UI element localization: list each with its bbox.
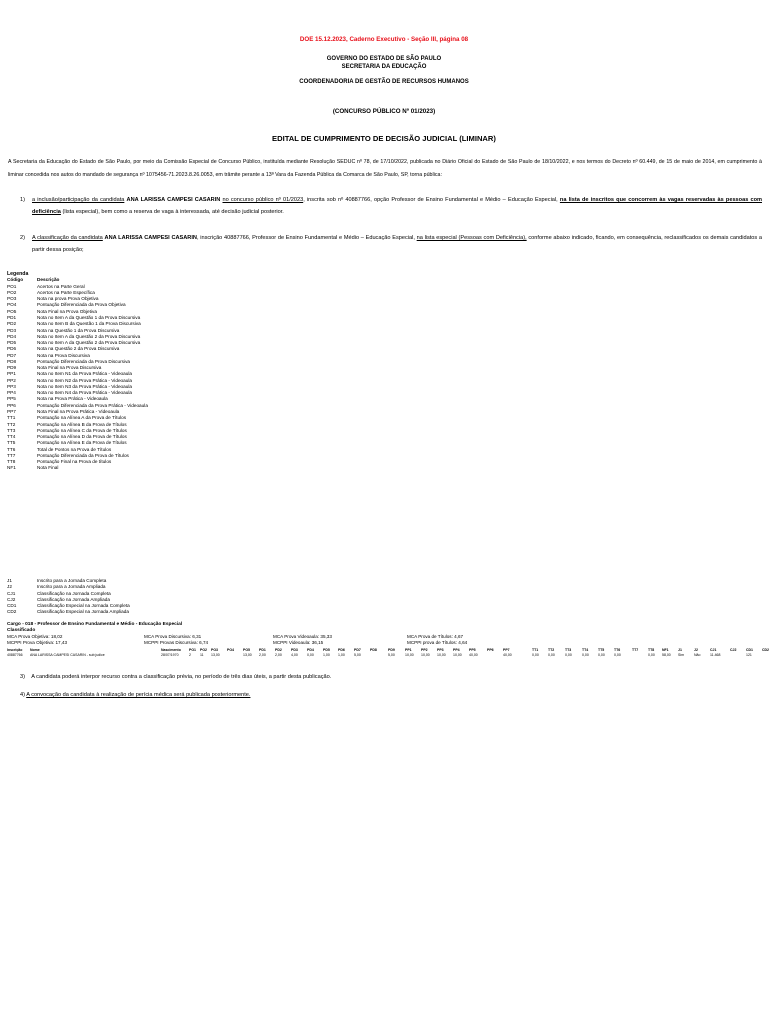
legend-code: PO3 <box>7 296 17 302</box>
stat-mca-titulos: MCA Prova de Títulos: 4,67 <box>407 634 464 639</box>
table-header-cell: PO4 <box>227 648 235 652</box>
table-cell: 28/07/1970 <box>161 653 179 657</box>
stat-mcppi-videoaula: MCPPI Videoaula: 36,15 <box>273 640 324 645</box>
jornada-description: Classificação Especial na Jornada Completa <box>37 603 130 609</box>
table-cell: 0,00 <box>307 653 314 657</box>
table-cell: 40,00 <box>503 653 512 657</box>
legend-code: TT6 <box>7 446 16 452</box>
table-header-cell: PO5 <box>243 648 251 652</box>
jornada-code: CJ1 <box>7 590 16 596</box>
table-cell: Não <box>694 653 701 657</box>
table-header-cell: TT8 <box>648 648 655 652</box>
table-header-cell: PP5 <box>469 648 476 652</box>
table-header-cell: CJ1 <box>710 648 717 652</box>
legend-description: Nota no Item N4 da Prova Prática - Videoaula <box>37 390 133 396</box>
legend-code: PD9 <box>7 365 17 371</box>
jornada-code: J2 <box>7 584 12 590</box>
table-header-cell: PD4 <box>307 648 314 652</box>
legend-description: Nota no Item A da Questão 2 da Prova Discursiva <box>37 333 141 339</box>
legend-code: PO1 <box>7 283 17 289</box>
legend-description: Pontuação na Alínea C da Prova de Títulos <box>37 427 127 433</box>
legend-code: PP7 <box>7 408 16 414</box>
legend <box>7 271 148 472</box>
item-3-number: 3) <box>20 674 25 680</box>
table-cell: 11.468 <box>710 653 721 657</box>
contest-title: (CONCURSO PÚBLICO Nº 01/2023) <box>332 108 436 115</box>
table-header-cell: PO2 <box>200 648 208 652</box>
legend-title: Legenda <box>7 271 29 277</box>
table-header-cell: PP6 <box>487 648 494 652</box>
table-header-cell: PP7 <box>503 648 510 652</box>
item-2-number: 2) <box>20 235 25 241</box>
table-header-cell: PP1 <box>405 648 412 652</box>
legend-description: Nota na prova Prova Objetiva <box>37 296 99 302</box>
table-header-cell: PD8 <box>370 648 377 652</box>
stat-mca-discursiva: MCA Prova Discursiva: 6,31 <box>144 634 202 639</box>
item-1-number: 1) <box>20 197 25 203</box>
table-header-cell: PD9 <box>388 648 395 652</box>
item-1-part-b: no concurso público nº 01/2023 <box>222 197 304 203</box>
item-1-text <box>32 194 762 218</box>
table-cell: 10,00 <box>437 653 446 657</box>
table-header-cell: CD1 <box>746 648 754 652</box>
legend-description: Pontuação na Alínea B da Prova de Títulos <box>37 421 127 427</box>
legend-description: Nota no Item N1 da Prova Prática - Videoaula <box>37 371 133 377</box>
legend-description: Nota Final na Prova Discursiva <box>37 365 102 371</box>
legend-description: Nota na Prova Prática - Videoaula <box>37 396 108 402</box>
item-2-part-b: , inscrição 40887766, Professor de Ensino Fundamental e Médio – Educação Especial, <box>196 235 415 241</box>
item-2-part-c: na lista especial (Pessoas com Deficiência), <box>416 235 527 241</box>
government-title: GOVERNO DO ESTADO DE SÃO PAULO <box>326 56 442 62</box>
legend-code: PP1 <box>7 371 16 377</box>
table-header-cell: NF1 <box>662 648 669 652</box>
legend-description: Pontuação na Alínea A da Prova de Títulos <box>37 415 127 421</box>
item-2-part-a: A classificação da candidata <box>32 235 103 241</box>
table-header-cell: TT1 <box>532 648 539 652</box>
legend-code: PO2 <box>7 289 17 295</box>
table-cell: 4,00 <box>291 653 298 657</box>
table-cell: 0,00 <box>548 653 555 657</box>
jornada-code: CD1 <box>7 603 17 609</box>
secretariat-title: SECRETARIA DA EDUCAÇÃO <box>341 64 427 70</box>
table-cell: 40,00 <box>469 653 478 657</box>
legend-code: TT7 <box>7 452 16 458</box>
table-header-cell: TT6 <box>614 648 621 652</box>
table-cell: 0,00 <box>582 653 589 657</box>
table-cell: 121 <box>746 653 752 657</box>
legend-description: Pontuação Diferenciada da Prova Discursiva <box>37 358 131 364</box>
stat-mca-objetiva: MCA Prova Objetiva: 18,02 <box>7 634 63 639</box>
table-header-cell: PO3 <box>211 648 219 652</box>
table-header-cell: PP4 <box>453 648 460 652</box>
table-header-cell: J1 <box>678 648 682 652</box>
table-header-cell: Inscrição <box>7 648 23 652</box>
table-cell: 2,00 <box>275 653 282 657</box>
table-header-cell: PD1 <box>259 648 266 652</box>
legend-description: Nota no Item A da Questão 2 da Prova Discursiva <box>37 340 141 346</box>
table-header-cell: PD6 <box>338 648 345 652</box>
table-header-cell: TT2 <box>548 648 555 652</box>
legend-code: TT8 <box>7 459 16 465</box>
table-header-cell: PD5 <box>323 648 330 652</box>
table-cell: 5,00 <box>354 653 361 657</box>
legend-description: Nota Final <box>37 465 59 471</box>
item-4 <box>20 692 250 698</box>
legend-description: Pontuação na Alínea D da Prova de Títulos <box>37 434 127 440</box>
item-1-part-d: na lista de inscritos que concorrem às vagas reservadas às pessoas com deficiência <box>32 197 762 215</box>
table-header-cell: TT4 <box>582 648 589 652</box>
table-header-cell: CD2 <box>762 648 769 652</box>
stat-mcppi-objetiva: MCPPI Prova Objetiva: 17,43 <box>7 640 68 645</box>
legend-code: TT2 <box>7 421 16 427</box>
legend-code: TT4 <box>7 434 16 440</box>
legend-description: Pontuação Diferenciada da Prova Objetiva <box>37 302 126 308</box>
item-1-part-a: a inclusão/participação da candidata <box>32 197 125 203</box>
legend-code-header: Código <box>7 277 24 283</box>
jornada-code: CD2 <box>7 609 17 615</box>
table-cell: 5,00 <box>388 653 395 657</box>
legend-description: Nota na Prova Discursiva <box>37 352 90 358</box>
legend-code: PD2 <box>7 321 17 327</box>
table-cell: 1,00 <box>323 653 330 657</box>
table-header-cell: CJ2 <box>730 648 737 652</box>
table-header-cell: PD7 <box>354 648 361 652</box>
cargo-title: Cargo - 018 - Professor de Ensino Fundamental e Médio - Educação Especial <box>7 622 183 627</box>
table-cell: 13,00 <box>211 653 220 657</box>
table-cell: 1,00 <box>338 653 345 657</box>
table-header-cell: PD2 <box>275 648 282 652</box>
legend-description: Nota no Item N3 da Prova Prática - Videoaula <box>37 383 133 389</box>
table-cell: 13,00 <box>243 653 252 657</box>
stat-mcppi-discursiva: MCPPI Provas Discursiva: 6,74 <box>144 640 209 645</box>
legend-description: Pontuação Diferenciada da Prova de Títulos <box>37 452 129 458</box>
legend-description: Total de Pontos na Prova de Títulos <box>37 446 112 452</box>
table-cell: 0,00 <box>598 653 605 657</box>
legend-code: PD7 <box>7 352 17 358</box>
item-2-text <box>32 232 762 256</box>
legend-code: NF1 <box>7 465 16 471</box>
legend-description: Nota na Questão 2 da Prova Discursiva <box>37 346 120 352</box>
table-header-cell: TT3 <box>565 648 572 652</box>
table-header-cell: Nome <box>30 648 40 652</box>
table-header-cell: TT5 <box>598 648 605 652</box>
item-1-candidate-name: ANA LARISSA CAMPESI CASARIN <box>126 197 221 203</box>
doe-reference: DOE 15.12.2023, Caderno Executivo - Seção III, página 08 <box>299 36 469 43</box>
table-header-cell: TT7 <box>632 648 639 652</box>
legend-description: Nota no Item B da Questão 1 da Prova Discursiva <box>37 321 141 327</box>
legend-description: Pontuação Diferenciada da Prova Prática - Videoaula <box>37 402 148 408</box>
table-cell: 10,00 <box>405 653 414 657</box>
legend-code: TT5 <box>7 440 16 446</box>
coordination-title: COORDENADORIA DE GESTÃO DE RECURSOS HUMANOS <box>299 79 469 85</box>
jornada-description: Classificação Especial na Jornada Ampliada <box>37 609 129 615</box>
edict-title: EDITAL DE CUMPRIMENTO DE DECISÃO JUDICIAL (LIMINAR) <box>272 134 496 143</box>
legend-description: Pontuação Final na Prova de títulos <box>37 459 112 465</box>
legend-code: TT1 <box>7 415 16 421</box>
item-4-text: A convocação da candidata à realização de perícia médica será publicada posteriormente. <box>26 692 251 698</box>
table-cell: 2 <box>189 653 191 657</box>
legend-code: PD1 <box>7 315 17 320</box>
table-cell: 0,00 <box>532 653 539 657</box>
item-2-part-d: conforme abaixo indicado, ficando, em consequência, reclassificados os demais candidatos a partir dessa posição; <box>32 235 763 253</box>
legend-code: PP5 <box>7 396 16 402</box>
legend-code: PP6 <box>7 402 16 408</box>
table-header-cell: PP2 <box>421 648 428 652</box>
legend-code: PP3 <box>7 383 16 389</box>
jornada-description: Inscrito para a Jornada Completa <box>37 578 107 583</box>
table-cell: 40887766 <box>7 653 23 657</box>
table-cell: Sim <box>678 653 685 657</box>
table-cell: 11 <box>200 653 204 657</box>
legend-description: Acertos na Parte Geral <box>37 283 85 289</box>
legend-code: PD5 <box>7 340 17 346</box>
table-header-cell: J2 <box>694 648 698 652</box>
table-cell: 0,00 <box>648 653 655 657</box>
table-header-cell: PP3 <box>437 648 444 652</box>
legend-code: PD6 <box>7 346 17 352</box>
table-header-cell: Nascimento <box>161 648 181 652</box>
item-3-text: A candidata poderá interpor recurso contra a classificação prévia, no período de três dias úteis, a partir desta publicação. <box>31 674 332 680</box>
jornada-code: J1 <box>7 578 12 583</box>
table-cell: 0,00 <box>614 653 621 657</box>
jornada-description: Inscrito para a Jornada Ampliada <box>37 584 106 590</box>
legend-description: Nota no Item N2 da Prova Prática - Videoaula <box>37 377 133 383</box>
item-4-number: 4) <box>20 692 25 698</box>
table-cell: 58,00 <box>662 653 671 657</box>
table-cell: ANA LARISSA CAMPESI CASARIN - sub judice <box>30 653 105 657</box>
jornada-description: Classificação na Jornada Completa <box>37 590 111 596</box>
stat-mcppi-titulos: MCPPI prova de Títulos: 4,64 <box>407 640 468 645</box>
table-cell: 10,00 <box>421 653 430 657</box>
legend-code: PO4 <box>7 302 17 308</box>
table-header-cell: PD3 <box>291 648 298 652</box>
legend-rows <box>7 283 148 472</box>
legend-description: Nota no Item A da Questão 1 da Prova Discursiva <box>37 315 141 320</box>
legend-description: Nota Final na Prova Prática - Videoaula <box>37 408 120 414</box>
item-2-candidate-name: ANA LARISSA CAMPESI CASARIN <box>104 235 197 241</box>
jornada-description: Classificação na Jornada Ampliada <box>37 596 110 602</box>
item-3 <box>20 674 331 680</box>
table-cell: 2,00 <box>259 653 266 657</box>
table-cell: 0,00 <box>565 653 572 657</box>
legend-description: Pontuação na Alínea E da Prova de Títulos <box>37 440 127 446</box>
legend-code: PO5 <box>7 308 17 314</box>
legend-description: Nota Final na Prova Objetiva <box>37 308 97 314</box>
legend-description: Acertos na Parte Específica <box>37 289 95 295</box>
legend-code: PP4 <box>7 390 16 396</box>
legend-code: PD8 <box>7 358 17 364</box>
legend-code: PD4 <box>7 333 17 339</box>
item-1-part-e: (lista especial), bem como a reserva de vaga à interessada, até decisão judicial posterior. <box>62 209 284 215</box>
table-cell: 10,00 <box>453 653 462 657</box>
item-1-part-c: , inscrita sob nº 40887766, opção Professor de Ensino Fundamental e Médio – Educação Especial, <box>303 197 558 203</box>
legend-code: PP2 <box>7 377 16 383</box>
jornada-code: CJ2 <box>7 596 16 602</box>
intro-paragraph: A Secretaria da Educação do Estado de São Paulo, por meio da Comissão Especial de Concurso Público, instituída mediante Resolução SEDUC nº 78, de 17/10/2022, publicada no Diário Oficial do Estado de São Paulo de 18/10/2022, e nos termos do Decreto nº 60.449, de 15 de maio de 2014, em cumprimento à liminar concedida nos autos do mandado de segurança nº 1075456-71.2023.8.26.0053, em trâmite perante a 13ª Vara da Fazenda Pública da Comarca de São Paulo, SP, torna pública: <box>8 159 762 178</box>
legend-code: PD3 <box>7 327 17 333</box>
legend-row <box>7 465 59 471</box>
table-header-cell: PO1 <box>189 648 197 652</box>
legend-code: TT3 <box>7 427 16 433</box>
legend-desc-header: Descrição <box>37 277 60 283</box>
legend-description: Nota na Questão 1 da Prova Discursiva <box>37 327 120 333</box>
classified-label: Classificado <box>7 628 36 633</box>
stat-mca-videoaula: MCA Prova Videoaula: 35,33 <box>273 634 332 639</box>
